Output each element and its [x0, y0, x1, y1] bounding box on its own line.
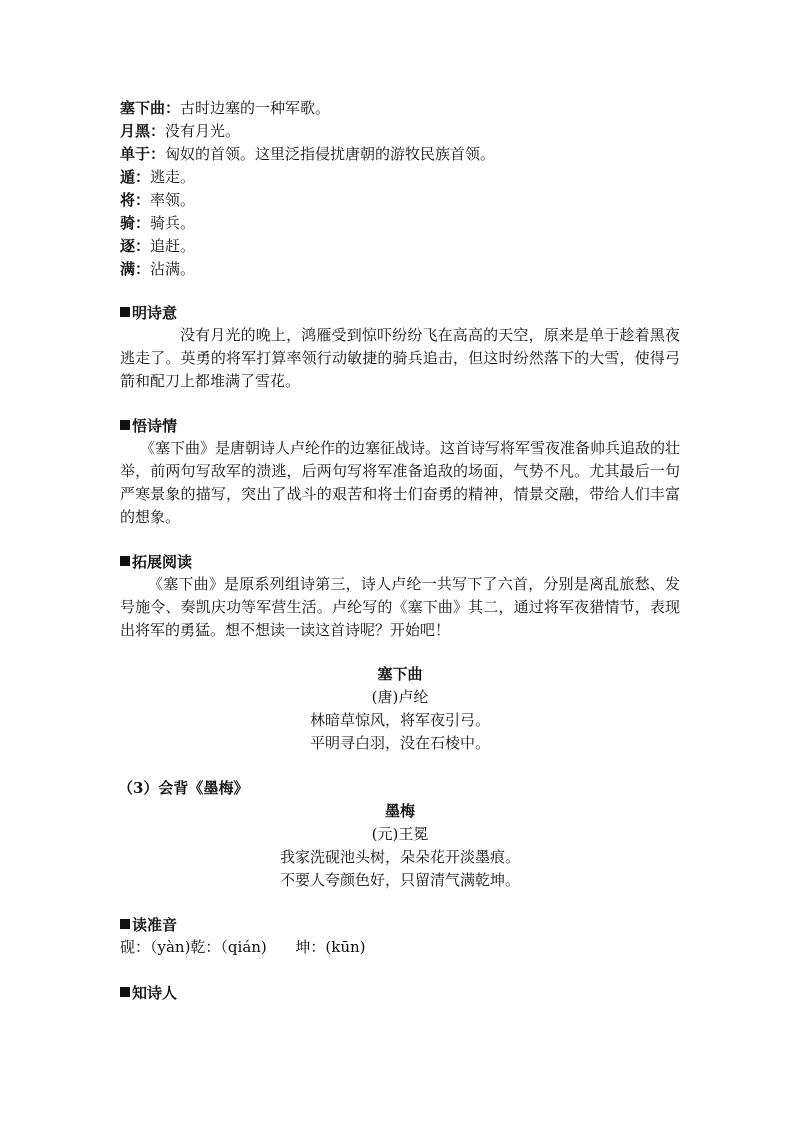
glossary-term: 骑：: [120, 214, 151, 232]
glossary-definition: 追赶。: [150, 237, 196, 255]
glossary-definition: 沾满。: [150, 260, 196, 278]
section-title: 知诗人: [132, 984, 178, 1002]
glossary-definition: 逃走。: [150, 168, 196, 186]
glossary-definition: 率领。: [150, 191, 196, 209]
poem-title: 墨梅: [384, 802, 415, 820]
section-title: 读准音: [132, 916, 178, 934]
section-title: 拓展阅读: [132, 553, 193, 571]
square-bullet-icon: [120, 307, 130, 317]
poem-momei: [120, 800, 680, 892]
poem-line: 林暗草惊风，将军夜引弓。: [309, 711, 490, 729]
section-heading-tuo: [120, 551, 192, 573]
glossary-entry: [120, 235, 195, 258]
section-title: 明诗意: [132, 304, 178, 322]
poem-saxiaqu: [120, 663, 680, 755]
glossary-term: 单于：: [120, 145, 166, 163]
glossary-entry: [120, 97, 330, 120]
section-heading-wu: [120, 415, 177, 437]
poem-line: 我家洗砚池头树，朵朵花开淡墨痕。: [279, 848, 520, 866]
square-bullet-icon: [120, 556, 130, 566]
glossary-entry: [120, 189, 195, 212]
square-bullet-icon: [120, 420, 130, 430]
section-heading-ming: [120, 302, 177, 324]
recite-label: （3）会背《墨梅》: [118, 779, 249, 797]
glossary-entry: [120, 212, 195, 235]
poem-author: (元)王冕: [371, 825, 429, 843]
poem-title: 塞下曲: [377, 665, 423, 683]
square-bullet-icon: [120, 919, 130, 929]
section-heading-du: [120, 914, 177, 936]
glossary-term: 遁：: [120, 168, 151, 186]
section-body-wu: 《塞下曲》是唐朝诗人卢纶作的边塞征战诗。这首诗写将军雪夜准备帅兵追敌的壮举，前两句写敌军的溃逃，后两句写将军准备追敌的场面，气势不凡。尤其最后一句严寒景象的描写，突出了战斗的艰苦和将士们奋勇的精神，情景交融，带给人们丰富的想象。: [120, 439, 681, 526]
glossary-definition: 没有月光。: [165, 122, 241, 140]
section-heading-zhi: [120, 982, 177, 1004]
glossary-definition: 古时边塞的一种军歌。: [180, 99, 331, 117]
glossary-entry: [120, 120, 240, 143]
section-title: 悟诗情: [132, 417, 178, 435]
section-body-ming: 没有月光的晚上，鸿雁受到惊吓纷纷飞在高高的天空，原来是单于趁着黑夜逃走了。英勇的将军打算率领行动敏捷的骑兵追击，但这时纷然落下的大雪，使得弓箭和配刀上都堆满了雪花。: [120, 326, 680, 390]
glossary-entry: [120, 166, 195, 189]
glossary-definition: 骑兵。: [150, 214, 196, 232]
glossary-term: 将：: [120, 191, 151, 209]
pinyin-line: 砚：（yàn)乾：（qián) 坤：(kūn): [120, 938, 366, 956]
glossary-entry: [120, 143, 495, 166]
glossary-term: 月黑：: [120, 122, 166, 140]
square-bullet-icon: [120, 987, 130, 997]
glossary-term: 逐：: [120, 237, 151, 255]
section-body-tuo: 《塞下曲》是原系列组诗第三，诗人卢纶一共写下了六首，分别是离乱旅愁、发号施令、奏凯庆功等军营生活。卢纶写的《塞下曲》其二，通过将军夜猎情节，表现出将军的勇猛。想不想读一读这首诗呢？开始吧！: [120, 575, 680, 639]
glossary-term: 满：: [120, 260, 151, 278]
poem-line: 平明寻白羽，没在石棱中。: [309, 734, 490, 752]
glossary-definition: 匈奴的首领。这里泛指侵扰唐朝的游牧民族首领。: [165, 145, 496, 163]
glossary-term: 塞下曲：: [120, 99, 181, 117]
glossary-entry: [120, 258, 195, 281]
poem-line: 不要人夸颜色好，只留清气满乾坤。: [279, 871, 520, 889]
poem-author: (唐)卢纶: [371, 688, 429, 706]
